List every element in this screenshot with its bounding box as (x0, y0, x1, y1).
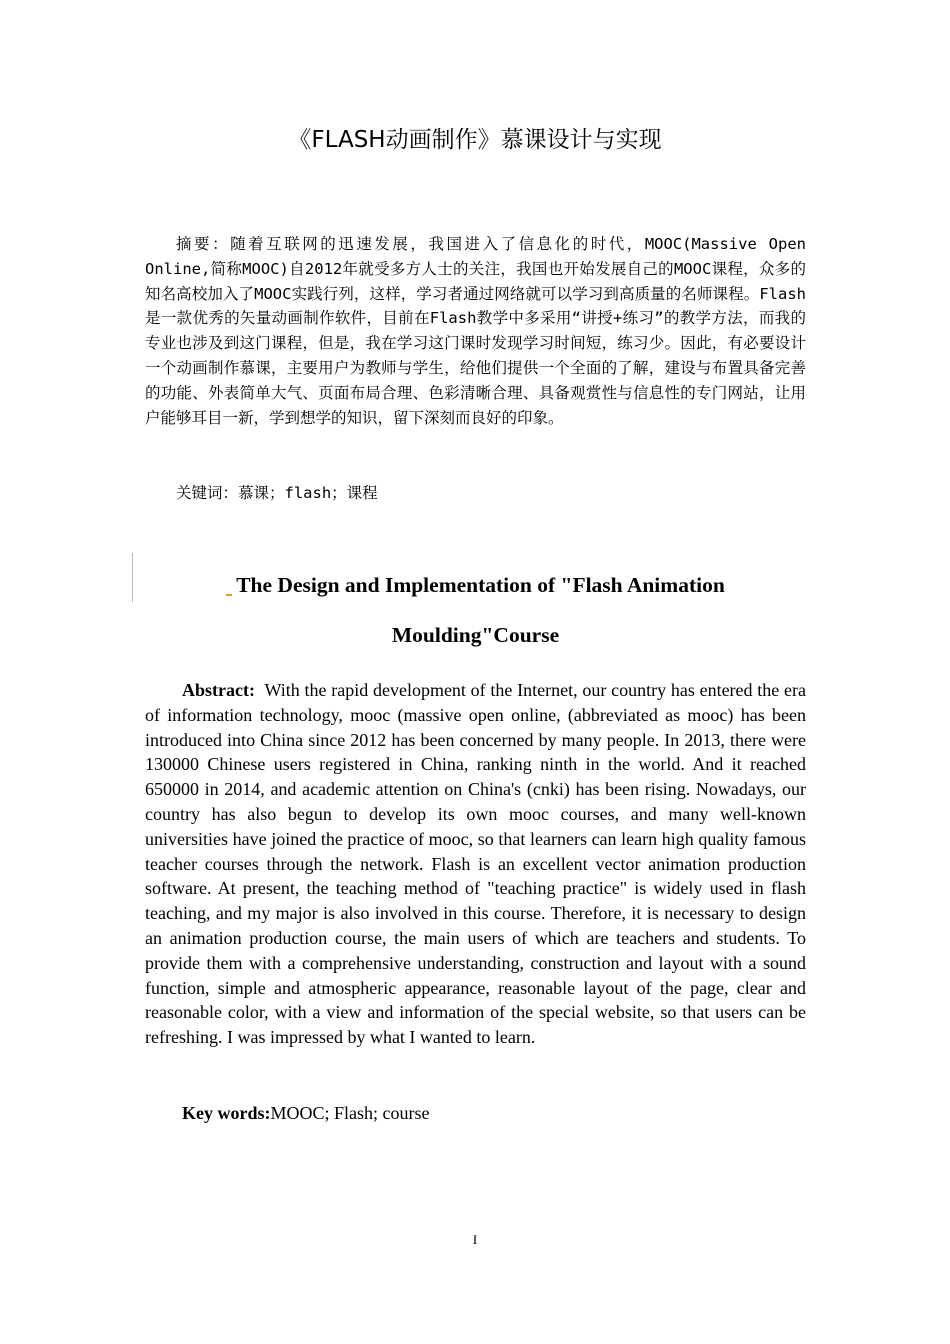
comment-anchor-icon (226, 574, 232, 596)
english-keywords (145, 1101, 806, 1126)
english-title-line-1-text: The Design and Implementation of "Flash Animation (236, 573, 725, 597)
english-keywords-text: MOOC; Flash; course (270, 1103, 430, 1123)
english-abstract-text: With the rapid development of the Internet, our country has entered the era of information technology, mooc (massive open online, (abbreviated as mooc) has been introduced into China since 2012 has been concerned by many people. In 2013, there were 130000 Chinese users registered in China, ranking ninth in the world. And it reached 650000 in 2014, and academic attention on China's (cnki) has been rising. Nowadays, our country has also begun to develop its own mooc courses, and many well-known universities have joined the practice of mooc, so that learners can learn high quality famous teacher courses through the network. Flash is an excellent vector animation production software. At present, the teaching method of "teaching practice" is widely used in flash teaching, and my major is also involved in this course. Therefore, it is necessary to design an animation production course, the main users of which are teachers and students. To provide them with a comprehensive understanding, construction and layout with a sound function, simple and atmospheric appearance, reasonable layout of the page, clear and reasonable color, with a view and information of the special website, so that users can be refreshing. I was impressed by what I wanted to learn. (145, 680, 806, 1048)
english-keywords-label: Key words: (182, 1103, 271, 1123)
chinese-title: 《FLASH动画制作》慕课设计与实现 (288, 127, 662, 153)
chinese-keywords: 关键词：慕课；flash；课程 (176, 484, 378, 502)
english-title (145, 560, 806, 660)
english-title-line-2: Moulding"Course (391, 623, 560, 647)
chinese-abstract: 摘要：随着互联网的迅速发展，我国进入了信息化的时代，MOOC(Massive Open Online,简称MOOC)自2012年就受多方人士的关注，我国也开始发展自己的MOOC课程，众多的知名高校加入了MOOC实践行列，这样，学习者通过网络就可以学习到高质量的名师课程。Flash是一款优秀的矢量动画制作软件，目前在Flash教学中多采用“讲授+练习”的教学方法，而我的专业也涉及到这门课程，但是，我在学习这门课时发现学习时间短，练习少。因此，有必要设计一个动画制作慕课，主要用户为教师与学生，给他们提供一个全面的了解，建设与布置具备完善的功能、外表简单大气、页面布局合理、色彩清晰合理、具备观赏性与信息性的专门网站，让用户能够耳目一新，学到想学的知识，留下深刻而良好的印象。 (145, 235, 806, 427)
english-abstract-label: Abstract: (182, 680, 255, 700)
english-abstract (145, 678, 806, 1050)
revision-margin-bar (132, 553, 133, 602)
page-number: I (472, 1232, 478, 1247)
english-title-line-1 (145, 560, 806, 610)
